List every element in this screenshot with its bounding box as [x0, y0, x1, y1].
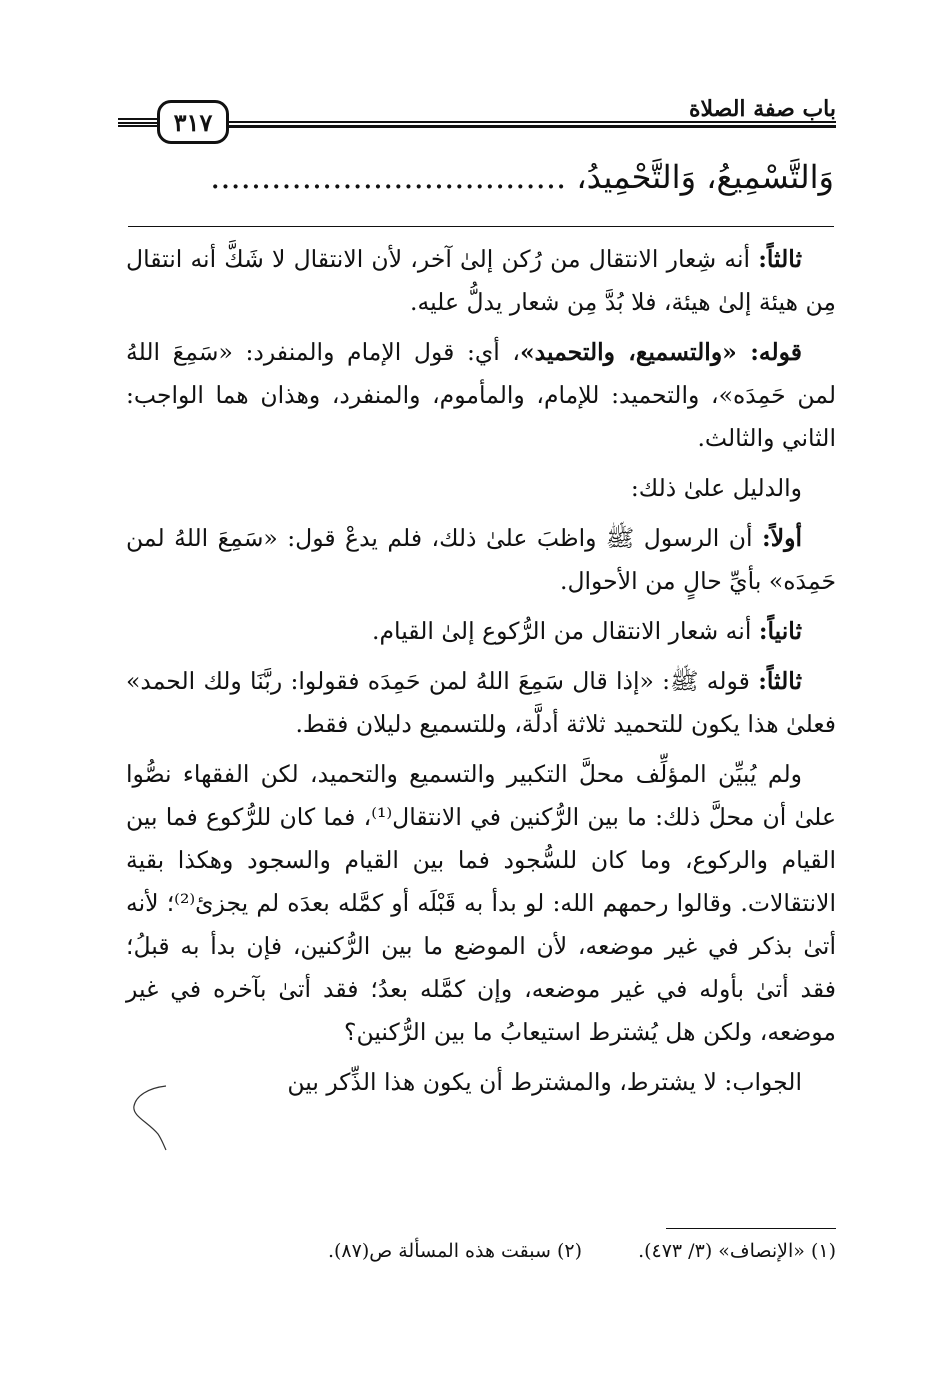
paragraph-lead: قوله: «والتسميع، والتحميد»	[519, 338, 802, 366]
paragraph	[126, 238, 836, 324]
paragraph-lead: ثالثاً:	[758, 667, 802, 695]
paragraph-lead: ثانياً:	[758, 617, 802, 645]
paragraph-text: الجواب: لا يشترط، والمشترط أن يكون هذا الذِّكر بين	[287, 1068, 802, 1096]
handwritten-margin-mark	[128, 1082, 168, 1152]
paragraph	[126, 753, 836, 1054]
header-rule	[229, 121, 836, 128]
paragraph	[126, 467, 836, 510]
page-number: ٣١٧	[157, 100, 229, 144]
matn-text: وَالتَّسْمِيعُ، وَالتَّحْمِيدُ، ...................................	[210, 158, 834, 196]
footnote-text: سبقت هذه المسألة ص(٨٧).	[327, 1240, 551, 1262]
paragraph	[126, 331, 836, 460]
footnote-number: (١)	[810, 1240, 836, 1262]
paragraph-text: ، أي: قول الإمام والمنفرد: «سَمِعَ اللهُ لمن حَمِدَه»، والتحميد: للإمام، والمأموم، والمنفرد، وهذان هما الواجب: الثاني والثالث.	[126, 338, 836, 452]
header-rule	[118, 118, 158, 127]
paragraph	[126, 1061, 836, 1104]
chapter-title: باب صفة الصلاة	[688, 96, 836, 122]
paragraph-text: قوله ﷺ: «إذا قال سَمِعَ اللهُ لمن حَمِدَه فقولوا: ربَّنَا ولك الحمد» فعلىٰ هذا يكون للتحميد ثلاثة أدلَّة، وللتسميع دليلان فقط.	[126, 667, 836, 738]
paragraph-text: أنه شِعار الانتقال من رُكن إلىٰ آخر، لأن الانتقال لا شَكَّ أنه انتقال مِن هيئة إلىٰ هيئة، فلا بُدَّ مِن شعار يدلُّ عليه.	[126, 245, 836, 316]
paragraph-text: أنه شعار الانتقال من الرُّكوع إلىٰ القيام.	[372, 617, 759, 645]
paragraph	[126, 660, 836, 746]
paragraph	[126, 517, 836, 603]
footnote	[328, 1240, 582, 1262]
footnote-number: (٢)	[557, 1240, 583, 1262]
paragraph-text: والدليل علىٰ ذلك:	[630, 474, 802, 502]
footnote-text: «الإنصاف» (٣/ ٤٧٣).	[638, 1240, 805, 1262]
paragraph-text: ولم يُبيِّن المؤلِّف محلَّ التكبير والتسميع والتحميد، لكن الفقهاء نصُّوا علىٰ أن محلَّ ذلك: ما بين الرُّكنين في الانتقال⁽¹⁾، فما كان للرُّكوع فما بين القيام والركوع، وما كان للسُّجود فما بين القيام والسجود وهكذا بقية الانتقالات. وقالوا رحمهم الله: لو بدأ به قَبْلَه أو كمَّله بعدَه لم يجزئ⁽²⁾؛ لأنه أتىٰ بذكر في غير موضعه، لأن الموضع ما بين الرُّكنين، فإن بدأ به قبلُ؛ فقد أتىٰ بأوله في غير موضعه، وإن كمَّله بعدُ؛ فقد أتىٰ بآخره في غير موضعه، ولكن هل يُشترط استيعابُ ما بين الرُّكنين؟	[126, 760, 836, 1046]
footnotes	[126, 1240, 836, 1262]
footnote	[638, 1240, 836, 1262]
commentary-body	[126, 238, 836, 1111]
paragraph-lead: ثالثاً:	[758, 245, 802, 273]
paragraph-text: أن الرسول ﷺ واظبَ علىٰ ذلك، فلم يدعْ قول: «سَمِعَ اللهُ لمن حَمِدَه» بأيِّ حالٍ من الأحوال.	[126, 524, 836, 595]
paragraph	[126, 610, 836, 653]
matn-divider	[128, 226, 834, 227]
footnote-divider	[666, 1228, 836, 1229]
paragraph-lead: أولاً:	[762, 524, 802, 552]
